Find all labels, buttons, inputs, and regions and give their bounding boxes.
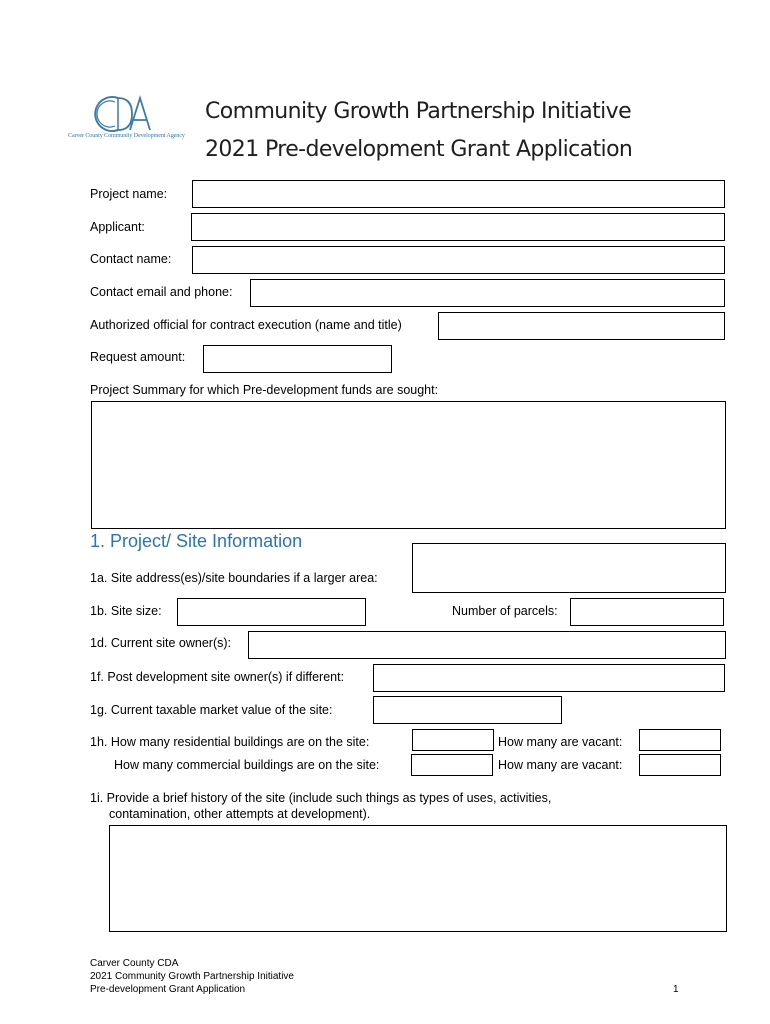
commercial-buildings-label: How many commercial buildings are on the site: bbox=[114, 758, 380, 772]
post-owner-input[interactable] bbox=[373, 664, 725, 692]
project-name-input[interactable] bbox=[192, 180, 725, 208]
site-history-label-line1: 1i. Provide a brief history of the site (include such things as types of uses, activities, bbox=[90, 791, 552, 805]
residential-buildings-input[interactable] bbox=[412, 729, 494, 751]
request-amount-input[interactable] bbox=[203, 345, 392, 373]
project-summary-label: Project Summary for which Pre-development funds are sought: bbox=[90, 383, 439, 397]
contact-name-label: Contact name: bbox=[90, 252, 172, 266]
site-address-label: 1a. Site address(es)/site boundaries if a larger area: bbox=[90, 571, 378, 585]
page-number: 1 bbox=[673, 984, 679, 995]
contact-email-phone-label: Contact email and phone: bbox=[90, 285, 233, 299]
market-value-label: 1g. Current taxable market value of the site: bbox=[90, 703, 333, 717]
site-size-label: 1b. Site size: bbox=[90, 604, 162, 618]
site-history-textarea[interactable] bbox=[109, 825, 727, 932]
section-heading: 1. Project/ Site Information bbox=[90, 531, 303, 551]
contact-email-phone-input[interactable] bbox=[250, 279, 725, 307]
post-owner-label: 1f. Post development site owner(s) if different: bbox=[90, 670, 345, 684]
residential-vacant-input[interactable] bbox=[639, 729, 721, 751]
logo bbox=[68, 94, 186, 146]
page-title-line1: Community Growth Partnership Initiative bbox=[205, 99, 632, 124]
applicant-label: Applicant: bbox=[90, 220, 145, 234]
site-address-input[interactable] bbox=[412, 543, 726, 593]
project-name-label: Project name: bbox=[90, 187, 168, 201]
residential-vacant-label: How many are vacant: bbox=[498, 735, 623, 749]
request-amount-label: Request amount: bbox=[90, 350, 186, 364]
authorized-official-input[interactable] bbox=[438, 312, 725, 340]
current-owner-input[interactable] bbox=[248, 631, 726, 659]
logo-tagline: Carver County Community Development Agency bbox=[68, 132, 185, 139]
contact-name-input[interactable] bbox=[192, 246, 725, 274]
project-summary-textarea[interactable] bbox=[91, 401, 726, 529]
footer-line2: 2021 Community Growth Partnership Initiative bbox=[90, 971, 294, 982]
footer-line3: Pre-development Grant Application bbox=[90, 984, 246, 995]
num-parcels-input[interactable] bbox=[570, 598, 724, 626]
current-owner-label: 1d. Current site owner(s): bbox=[90, 636, 232, 650]
num-parcels-label: Number of parcels: bbox=[452, 604, 558, 618]
site-history-label-line2: contamination, other attempts at development). bbox=[109, 807, 371, 821]
logo-text bbox=[68, 94, 69, 95]
authorized-official-label: Authorized official for contract execution (name and title) bbox=[90, 318, 402, 332]
commercial-vacant-label: How many are vacant: bbox=[498, 758, 623, 772]
applicant-input[interactable] bbox=[191, 213, 725, 241]
site-size-input[interactable] bbox=[177, 598, 366, 626]
commercial-buildings-input[interactable] bbox=[411, 754, 493, 776]
footer-line1: Carver County CDA bbox=[90, 958, 179, 969]
commercial-vacant-input[interactable] bbox=[639, 754, 721, 776]
page-title-line2: 2021 Pre-development Grant Application bbox=[205, 137, 633, 162]
residential-buildings-label: 1h. How many residential buildings are on the site: bbox=[90, 735, 370, 749]
market-value-input[interactable] bbox=[373, 696, 562, 724]
cda-logo-mark bbox=[68, 94, 186, 134]
